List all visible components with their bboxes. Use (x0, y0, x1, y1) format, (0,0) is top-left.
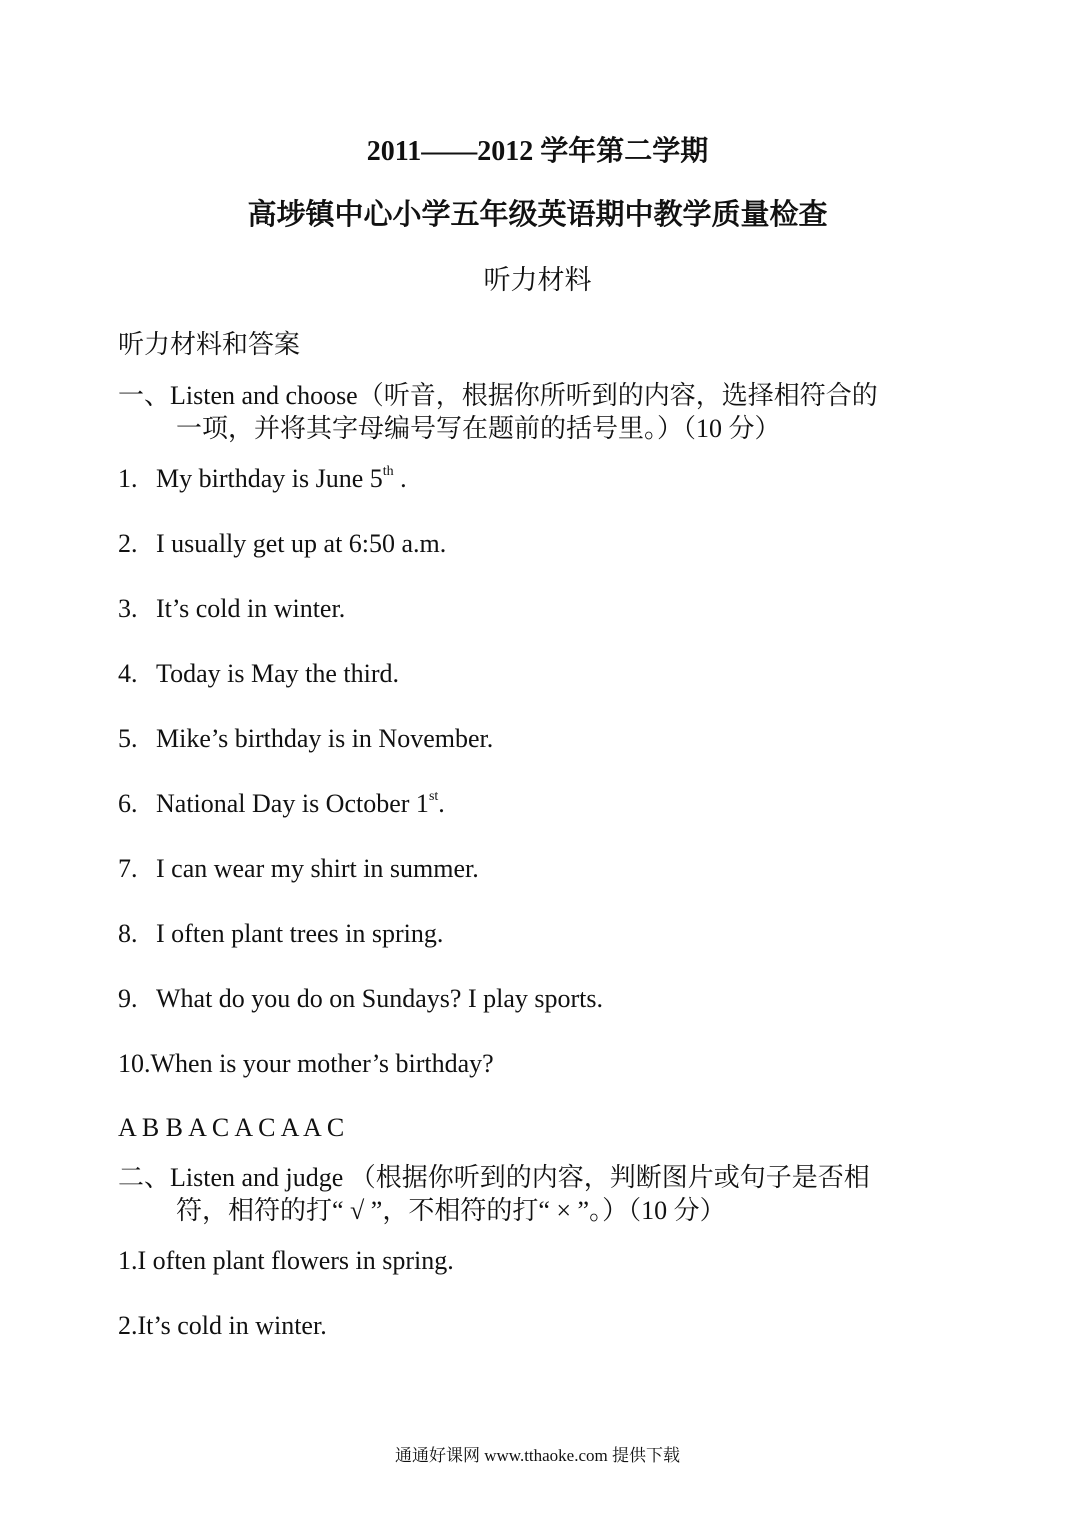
list-item (118, 527, 446, 561)
item-text: When is your mother’s birthday? (150, 1049, 494, 1078)
section1-heading-line1: 一、Listen and choose（听音，根据你所听到的内容，选择相符合的 (118, 381, 878, 410)
list-item (118, 722, 493, 756)
item-number: 5. (118, 724, 138, 753)
item-text: I often plant flowers in spring. (137, 1246, 454, 1275)
section1-heading-line2: 一项，并将其字母编号写在题前的括号里。）（10 分） (176, 414, 781, 443)
item-number: 2. (118, 529, 138, 558)
list-item (118, 982, 603, 1016)
item-number: 9. (118, 984, 138, 1013)
item-text: It’s cold in winter. (137, 1311, 327, 1340)
item-number: 3. (118, 594, 138, 623)
answer-key: A B B A C A C A A C (118, 1113, 345, 1142)
item-number: 6. (118, 789, 138, 818)
item-superscript: st (428, 789, 439, 804)
section2-heading-line2: 符，相符的打“ √ ”，不相符的打“ × ”。）（10 分） (176, 1196, 726, 1225)
item-text: I often plant trees in spring. (156, 919, 444, 948)
item-text: What do you do on Sundays? I play sports. (156, 984, 604, 1013)
item-number: 8. (118, 919, 138, 948)
item-tail: . (393, 464, 407, 493)
item-text: My birthday is June 5 (156, 464, 383, 493)
item-tail: . (438, 789, 445, 818)
list-item (118, 787, 445, 821)
item-number: 2. (118, 1311, 138, 1340)
list-item (118, 1047, 494, 1081)
intro-label: 听力材料和答案 (118, 330, 301, 359)
item-number: 1. (118, 1246, 138, 1275)
list-item (118, 657, 399, 691)
item-text: National Day is October 1 (156, 789, 429, 818)
year-line: 2011——2012 学年第二学期 (366, 136, 709, 167)
exam-title: 高埗镇中心小学五年级英语期中教学质量检查 (247, 199, 828, 231)
item-number: 7. (118, 854, 138, 883)
subtitle: 听力材料 (483, 265, 592, 295)
list-item (118, 592, 345, 626)
item-text: It’s cold in winter. (156, 594, 346, 623)
item-text: I can wear my shirt in summer. (156, 854, 479, 883)
page-footer: 通通好课网 www.tthaoke.com 提供下载 (394, 1446, 681, 1465)
item-number: 1. (118, 464, 138, 493)
list-item (118, 852, 479, 886)
section2-heading (118, 1161, 968, 1227)
item-number: 10. (118, 1049, 151, 1078)
item-number: 4. (118, 659, 138, 688)
item-superscript: th (382, 464, 394, 479)
section1-heading (118, 379, 968, 445)
item-text: Today is May the third. (156, 659, 399, 688)
item-text: Mike’s birthday is in November. (156, 724, 494, 753)
item-text: I usually get up at 6:50 a.m. (156, 529, 447, 558)
section2-heading-line1: 二、Listen and judge （根据你听到的内容，判断图片或句子是否相 (118, 1163, 870, 1192)
list-item (118, 1244, 454, 1278)
list-item (118, 462, 407, 496)
list-item (118, 917, 443, 951)
list-item (118, 1309, 327, 1343)
